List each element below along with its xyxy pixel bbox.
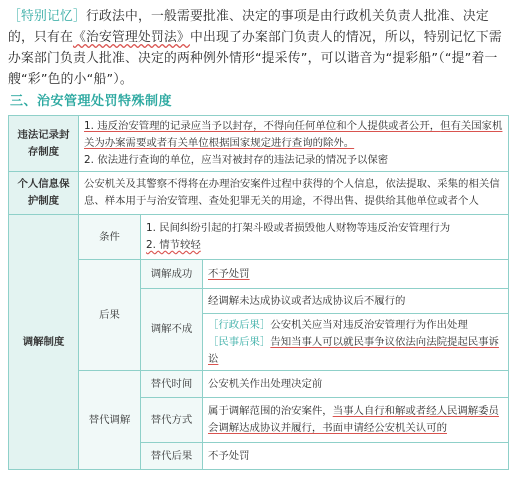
table-row <box>9 116 509 172</box>
alt-method-content <box>203 398 509 443</box>
seal-system-content <box>79 116 509 172</box>
admin-consequence-text: 公安机关应当对违反治安管理行为作出处理 <box>270 318 468 331</box>
alt-time-label: 替代时间 <box>141 371 203 398</box>
mediation-system-head: 调解制度 <box>9 215 79 470</box>
success-content <box>203 260 509 289</box>
fail-label: 调解不成 <box>141 289 203 371</box>
alt-result-label: 替代后果 <box>141 443 203 470</box>
table-row <box>9 215 509 260</box>
alt-time-content: 公安机关作出处理决定前 <box>203 371 509 398</box>
conditions-label: 条件 <box>79 215 141 260</box>
intro-text-1: 行政法中，一般需要批准、决定的事项是由行政机关负责人批准、决定的，只有在 <box>8 9 489 45</box>
privacy-system-content: 公安机关及其警察不得将在办理治安案件过程中获得的个人信息，依法提取、采集的相关信息、样本用于与治安管理、查处犯罪无关的用途，不得出售、提供给其他单位或者个人 <box>79 172 509 215</box>
special-memory-tag: ［特别记忆］ <box>8 9 86 24</box>
intro-paragraph <box>8 6 508 90</box>
special-systems-table <box>8 115 509 470</box>
table-row <box>9 260 509 289</box>
fail-intro: 经调解未达成协议或者达成协议后不履行的 <box>203 289 509 314</box>
seal-line1-a: 1. 违反治安管理的记录应当予以封存，不得向任何单位和个人提供或者公开， <box>84 120 441 132</box>
success-text: 不予处罚 <box>208 267 250 280</box>
alt-method-text-b: 当事人自行和解或者经人民调解委员会调解达成协议并履行，书面申请经公安机关认可的 <box>208 405 499 434</box>
privacy-system-head: 个人信息保护制度 <box>9 172 79 215</box>
condition-1: 1. 民间纠纷引起的打架斗殴或者损毁他人财物等违反治安管理行为 <box>146 222 451 234</box>
condition-2: 2. 情节较轻 <box>146 239 201 251</box>
alt-result-content: 不予处罚 <box>203 443 509 470</box>
seal-system-head: 违法记录封存制度 <box>9 116 79 172</box>
seal-line1-b: 但有关国家机关为办案需要或者有关单位根据国家规定进行查询的除外。 <box>84 120 503 149</box>
seal-line2: 2. 依法进行查询的单位，应当对被封存的违法记录的情况予以保密 <box>84 154 389 166</box>
success-label: 调解成功 <box>141 260 203 289</box>
alt-mediation-label: 替代调解 <box>79 371 141 470</box>
table-row <box>9 371 509 398</box>
law-title: 《治安管理处罚法》 <box>72 30 190 45</box>
section-title: 三、治安管理处罚特殊制度 <box>10 94 173 109</box>
conditions-content <box>141 215 509 260</box>
alt-method-text-a: 属于调解范围的治安案件， <box>208 405 333 417</box>
table-row <box>9 172 509 215</box>
civil-consequence-tag: ［民事后果］ <box>208 335 271 348</box>
admin-consequence-tag: ［行政后果］ <box>208 318 271 331</box>
result-label: 后果 <box>79 260 141 371</box>
fail-consequences <box>203 314 509 371</box>
civil-consequence-text: 告知当事人可以就民事争议依法向法院提起民事诉讼 <box>208 335 499 365</box>
alt-method-label: 替代方式 <box>141 398 203 443</box>
intro-text-2: 中出现了办案部门负责人的情况，所以，特别记忆下需办案部门负责人批准、决定的两种例外情形“提采传”，可以谐音为“提彩船”（“提”着一艘“彩”色的小“船”）。 <box>8 30 502 87</box>
